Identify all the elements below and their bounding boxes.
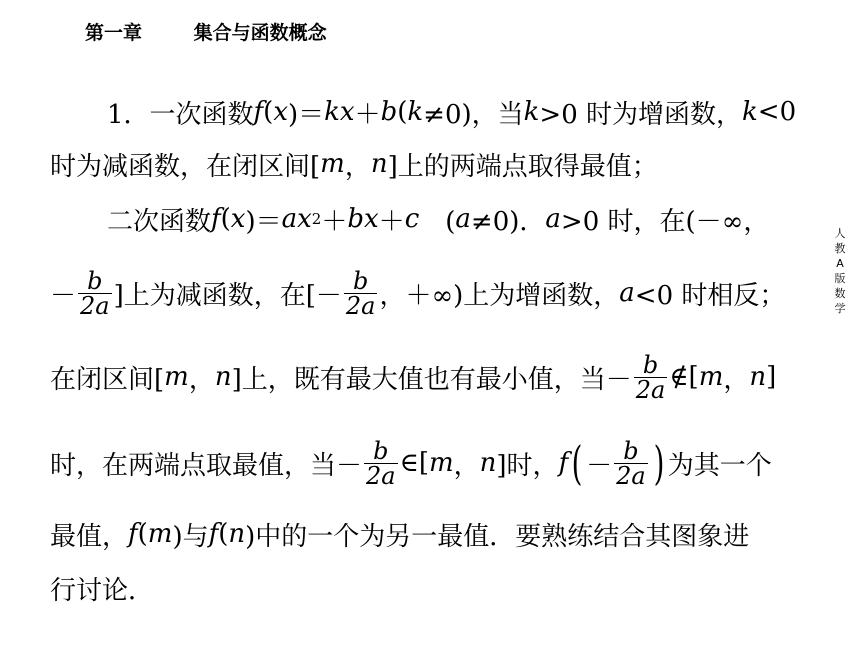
math-var: x [230,204,246,234]
text: ∈[ [399,448,429,478]
side-char: 人 [834,227,846,240]
fraction [614,436,648,490]
math-var: m [320,149,345,179]
text: ＋ [378,206,405,237]
chapter-title: 集合与函数概念 [193,22,327,44]
math-var: k [407,97,424,127]
text: ，＋∞)上为增函数， [379,280,620,311]
math-var: m [147,519,173,549]
math-var: bx [347,204,379,234]
fraction-numerator: b [373,436,389,465]
text: >0 时为增函数， [539,99,743,130]
fraction-numerator: b [87,266,103,295]
math-var: n [370,149,388,179]
text: ＋ [321,206,348,237]
text: ( [137,519,148,549]
math-var: f [211,204,221,234]
math-var: kx [324,97,355,127]
side-label [829,226,851,316]
math-var: x [273,97,288,127]
fraction [634,350,668,404]
fraction [344,266,378,320]
math-var: m [698,362,724,392]
math-var: a [619,278,635,308]
text: )与 [172,521,209,552]
text: ∉[ [669,362,699,392]
text: 二次函数 [107,206,212,237]
text-line-7 [50,508,749,560]
text-line-3 [107,193,769,245]
side-char: 教 [834,242,846,255]
text: ， [723,364,750,395]
text-line-8 [50,562,154,614]
text: <0 [757,97,797,127]
text: ， [344,151,371,182]
text-line-5 [50,346,776,408]
text: <0 时相反； [634,280,786,311]
text: ≠0)． [470,206,546,237]
text: 在闭区间[ [50,364,165,395]
text: ( [263,97,274,127]
math-var: k [523,97,540,127]
text: ( [218,519,229,549]
fraction [78,266,112,320]
text-line-4 [50,262,785,324]
math-var: f [253,97,264,127]
text: 1．一次函数 [107,99,254,130]
text: 最值， [50,521,129,552]
math-var: f [128,519,138,549]
side-char: 学 [834,302,846,315]
chapter-label: 第一章 [85,22,143,44]
text: ] [766,362,777,392]
math-var: k [742,97,758,127]
page-header [85,18,327,48]
text: ， [453,450,480,481]
math-var: f [558,448,569,478]
text: ＋ [354,99,381,130]
text: ≠0)，当 [423,99,524,130]
text: 为其一个 [667,450,772,481]
math-var: n [228,519,246,549]
math-var: a [545,204,561,234]
text: － [586,450,613,481]
text-line-2 [50,138,658,190]
math-var: n [214,362,232,392]
text: 时，在两端点取最值，当－ [50,450,363,481]
text: 时为减函数，在闭区间[ [50,151,321,182]
fraction-denominator: 2a [366,461,396,490]
fraction [364,436,398,490]
fraction-denominator: 2a [345,291,376,320]
text-line-6 [50,430,772,496]
text-line-1 [107,86,796,138]
side-char: 数 [834,287,846,300]
superscript: 2 [311,210,322,228]
math-var: n [479,448,497,478]
text: － [50,280,77,311]
fraction-denominator: 2a [635,375,666,404]
text: ]上，既有最大值也有最小值，当－ [231,364,632,395]
fraction-numerator: b [352,266,369,295]
text: ]上为减函数，在[－ [113,280,342,311]
math-var: b [380,97,398,127]
left-paren: ( [571,436,583,490]
math-var: m [428,448,454,478]
side-char: 版 [834,272,846,285]
text: ( [419,206,456,237]
math-var: a [455,204,471,234]
math-var: ax [281,204,312,234]
text: >0 时，在(－∞， [560,206,770,237]
text: ]上的两端点取得最值； [387,151,658,182]
text: 行讨论． [50,575,155,606]
text: )＝ [288,99,325,130]
text: ( [397,97,408,127]
fraction-numerator: b [642,350,659,379]
text: ， [188,364,215,395]
side-char: A [836,257,844,270]
fraction-denominator: 2a [616,461,646,490]
text: )＝ [245,206,282,237]
math-var: m [164,362,189,392]
fraction-numerator: b [623,436,639,465]
fraction-denominator: 2a [80,291,110,320]
math-var: f [208,519,219,549]
text: )中的一个为另一最值．要熟练结合其图象进 [245,521,750,552]
text: ]时， [496,450,559,481]
math-var: c [404,204,420,234]
math-var: n [749,362,767,392]
right-paren: ) [653,436,665,490]
text: ( [220,204,231,234]
